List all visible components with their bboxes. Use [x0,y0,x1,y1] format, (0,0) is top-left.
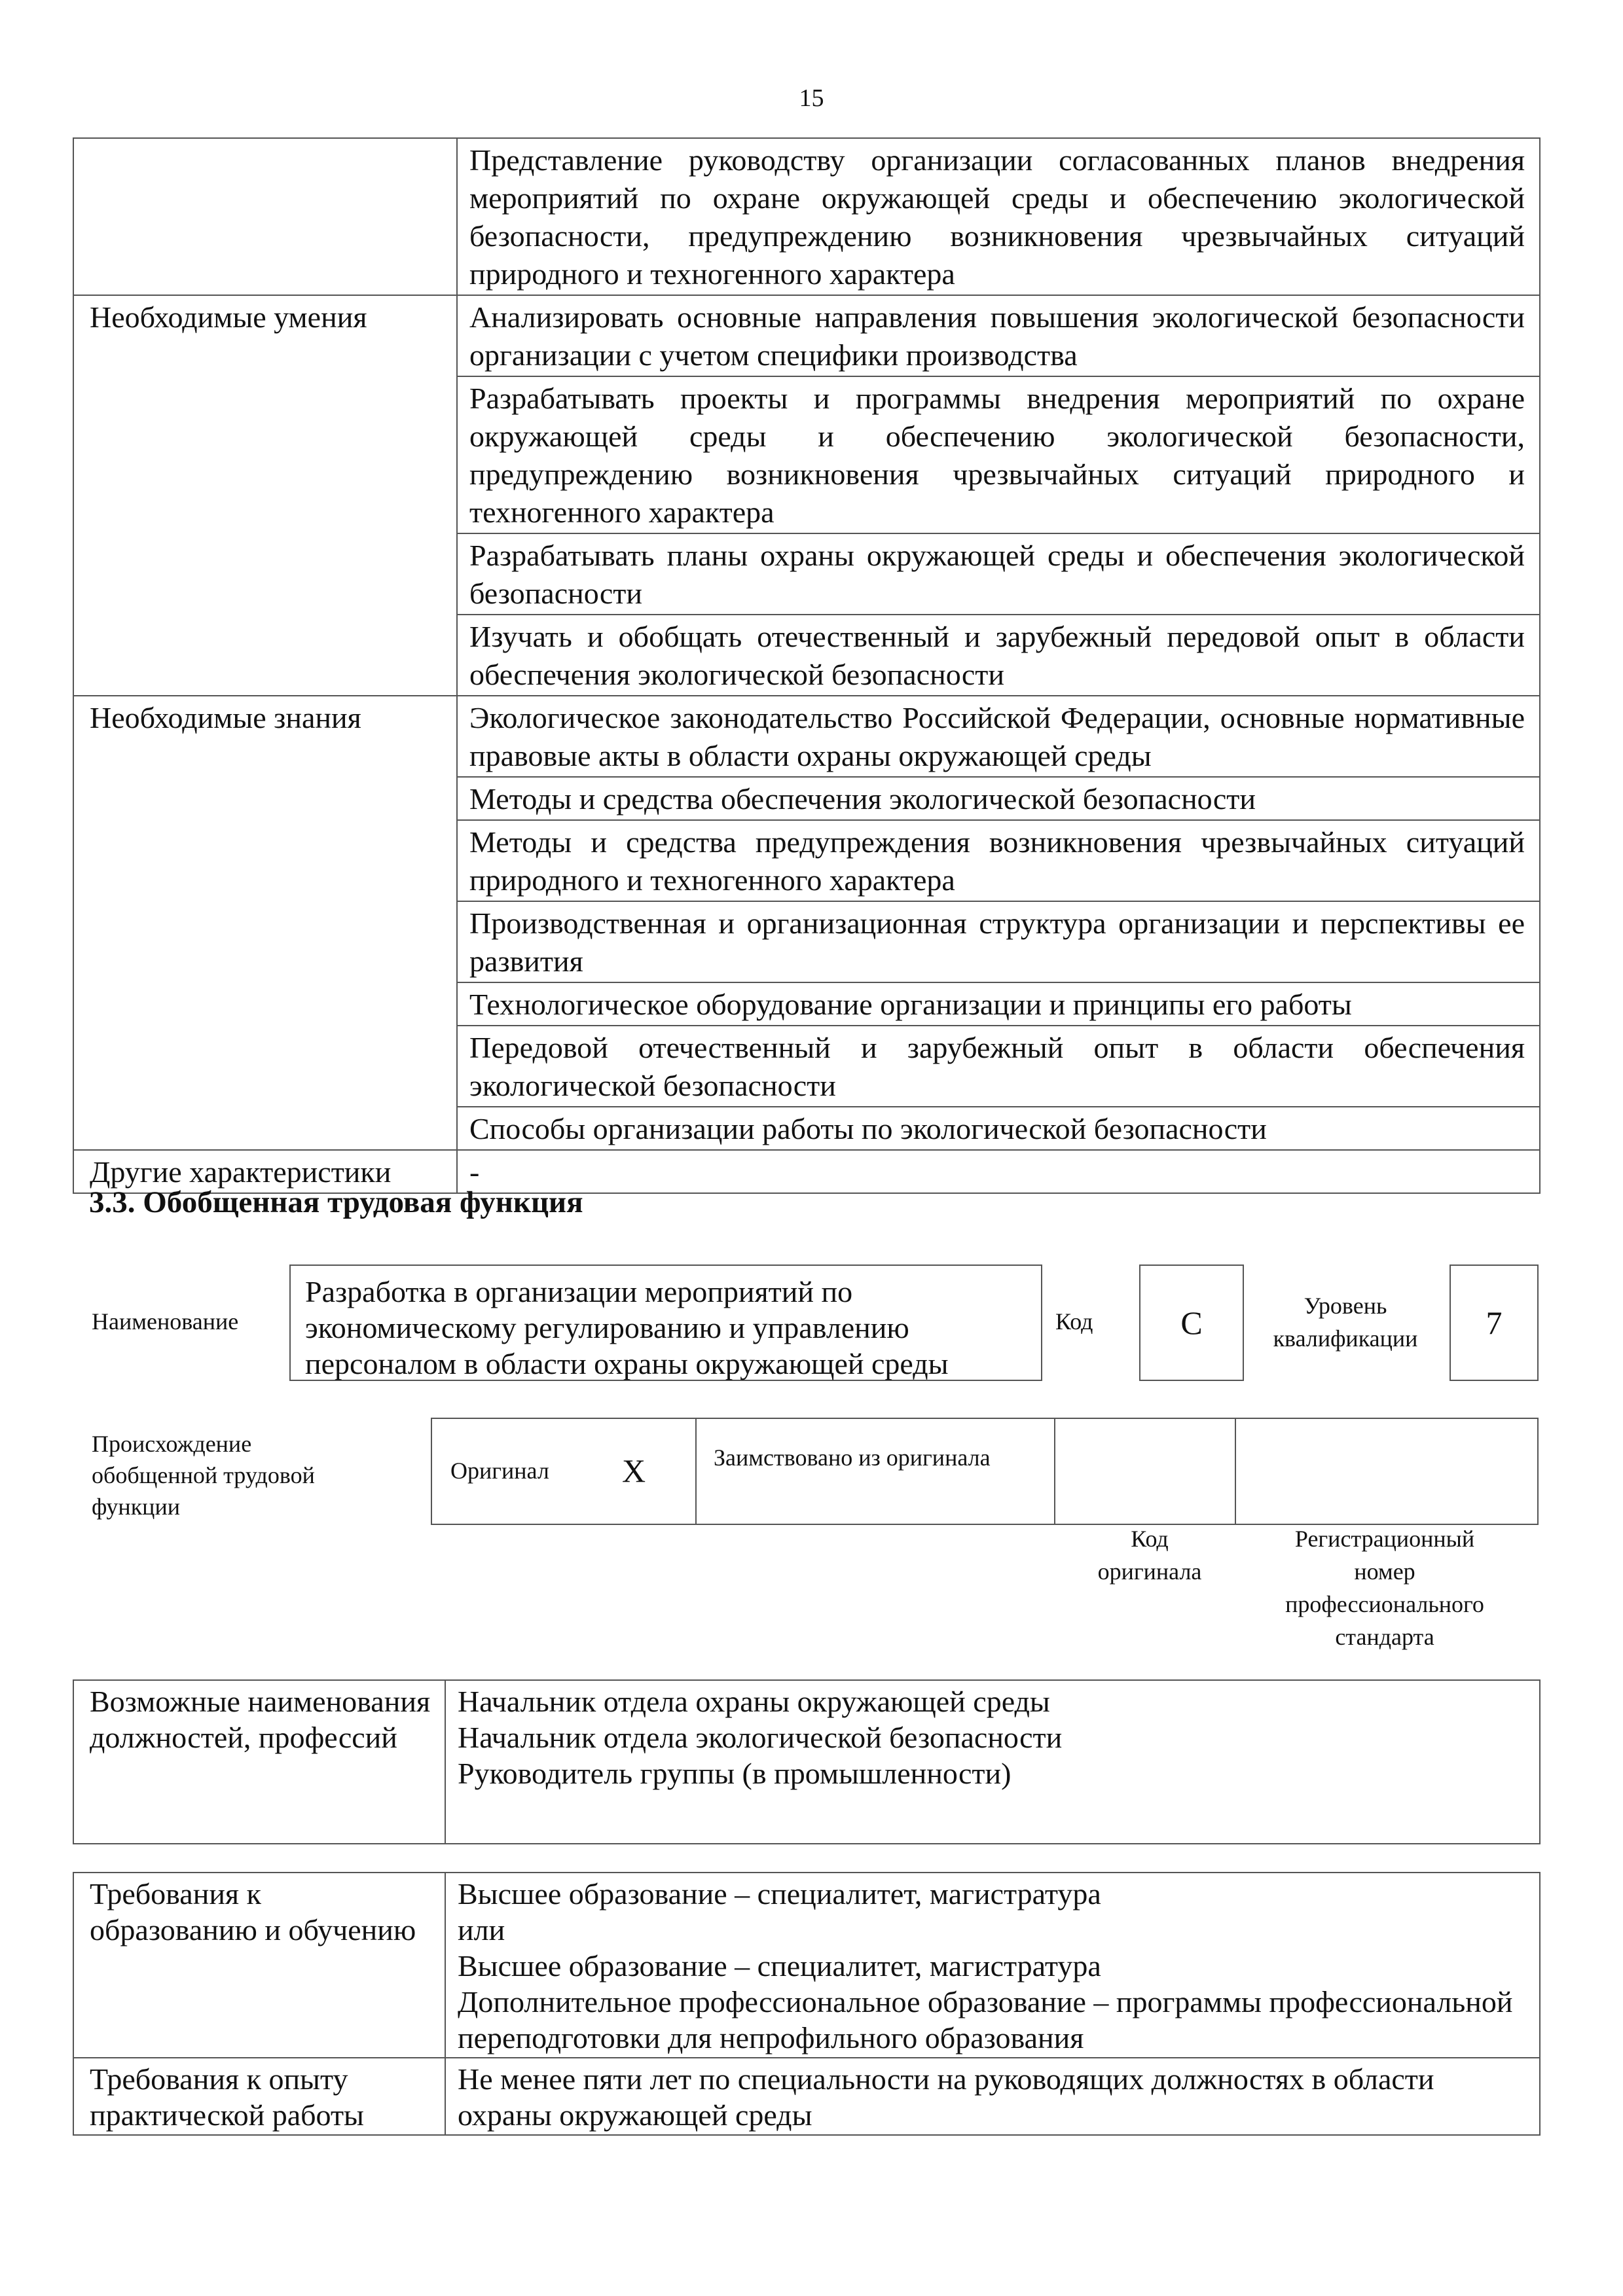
position-line: Начальник отдела охраны окружающей среды [458,1685,1050,1718]
row-label-skills: Необходимые умения [73,295,457,696]
registration-number-cell [1236,1419,1539,1524]
row-label-knowledge: Необходимые знания [73,696,457,1150]
education-line: или [458,1913,505,1946]
row-label-positions: Возможные наименования должностей, профессий [73,1680,445,1844]
table-row [73,696,1540,777]
section-heading: 3.3. Обобщенная трудовая функция [89,1185,583,1219]
borrowed-cell [697,1419,1055,1524]
caption-registration-number: Регистрационный номер профессионального стандарта [1285,1526,1484,1650]
row-label [73,138,457,295]
position-line: Руководитель группы (в промышленности) [458,1757,1012,1790]
page-number: 15 [799,84,824,112]
table-cell: Разрабатывать проекты и программы внедрения мероприятий по охране окружающей среды и обеспечению экологической безопасности, предупреждению возникновения чрезвычайных ситуаций природного и техногенного характера [457,376,1540,533]
table-row [73,138,1540,295]
table-cell: Не менее пяти лет по специальности на руководящих должностях в области охраны окружающей среды [445,2058,1540,2135]
code-value: C [1139,1265,1244,1381]
table-cell: Передовой отечественный и зарубежный опыт в области обеспечения экологической безопасности [457,1026,1540,1107]
code-label: Код [1055,1308,1093,1335]
level-value: 7 [1450,1265,1539,1381]
education-line: Высшее образование – специалитет, магистратура [458,1949,1101,1982]
table-cell: Методы и средства предупреждения возникновения чрезвычайных ситуаций природного и техногенного характера [457,820,1540,901]
table-cell: Представление руководству организации согласованных планов внедрения мероприятий по охране окружающей среды и обеспечению экологической безопасности, предупреждению возникновения чрезвычайных ситуаций природного и техногенного характера [457,138,1540,295]
caption-original-code: Код оригинала [1097,1526,1202,1585]
position-line: Начальник отдела экологической безопасности [458,1721,1063,1754]
table-row [73,1680,1540,1844]
table-cell: Анализировать основные направления повышения экологической безопасности организации с учетом специфики производства [457,295,1540,376]
original-label: Оригинал [450,1458,549,1484]
requirements-table [73,1872,1541,2136]
education-line: Дополнительное профессиональное образование – программы профессиональной переподготовки для непрофильного образования [458,1985,1513,2054]
origin-row [431,1418,1539,1525]
name-label: Наименование [92,1308,239,1335]
education-line: Высшее образование – специалитет, магистратура [458,1877,1101,1910]
table-cell: Способы организации работы по экологической безопасности [457,1107,1540,1150]
table-cell: Экологическое законодательство Российской Федерации, основные нормативные правовые акты в области охраны окружающей среды [457,696,1540,777]
competency-table [73,137,1541,1194]
table-cell: Методы и средства обеспечения экологической безопасности [457,777,1540,820]
table-cell [445,1873,1540,2058]
original-code-cell [1055,1419,1236,1524]
table-cell: Технологическое оборудование организации и принципы его работы [457,982,1540,1026]
table-row [73,2058,1540,2135]
table-cell: - [457,1150,1540,1193]
table-row [73,1873,1540,2058]
row-label-experience: Требования к опыту практической работы [73,2058,445,2135]
positions-table [73,1679,1541,1844]
level-label: Уровень квалификации [1273,1293,1418,1352]
original-cell [432,1419,697,1524]
origin-label: Происхождение обобщенной трудовой функции [92,1431,315,1520]
table-cell: Производственная и организационная структура организации и перспективы ее развития [457,901,1540,982]
table-cell [445,1680,1540,1844]
original-mark: X [622,1452,646,1489]
name-value: Разработка в организации мероприятий по экономическому регулированию и управлению персоналом в области охраны окружающей среды [289,1265,1042,1381]
table-cell: Разрабатывать планы охраны окружающей среды и обеспечения экологической безопасности [457,533,1540,615]
row-label-other: Другие характеристики [73,1150,457,1193]
borrowed-label: Заимствовано из оригинала [714,1444,991,1471]
row-label-education: Требования к образованию и обучению [73,1873,445,2058]
table-row [73,295,1540,376]
table-cell: Изучать и обобщать отечественный и зарубежный передовой опыт в области обеспечения экологической безопасности [457,615,1540,696]
